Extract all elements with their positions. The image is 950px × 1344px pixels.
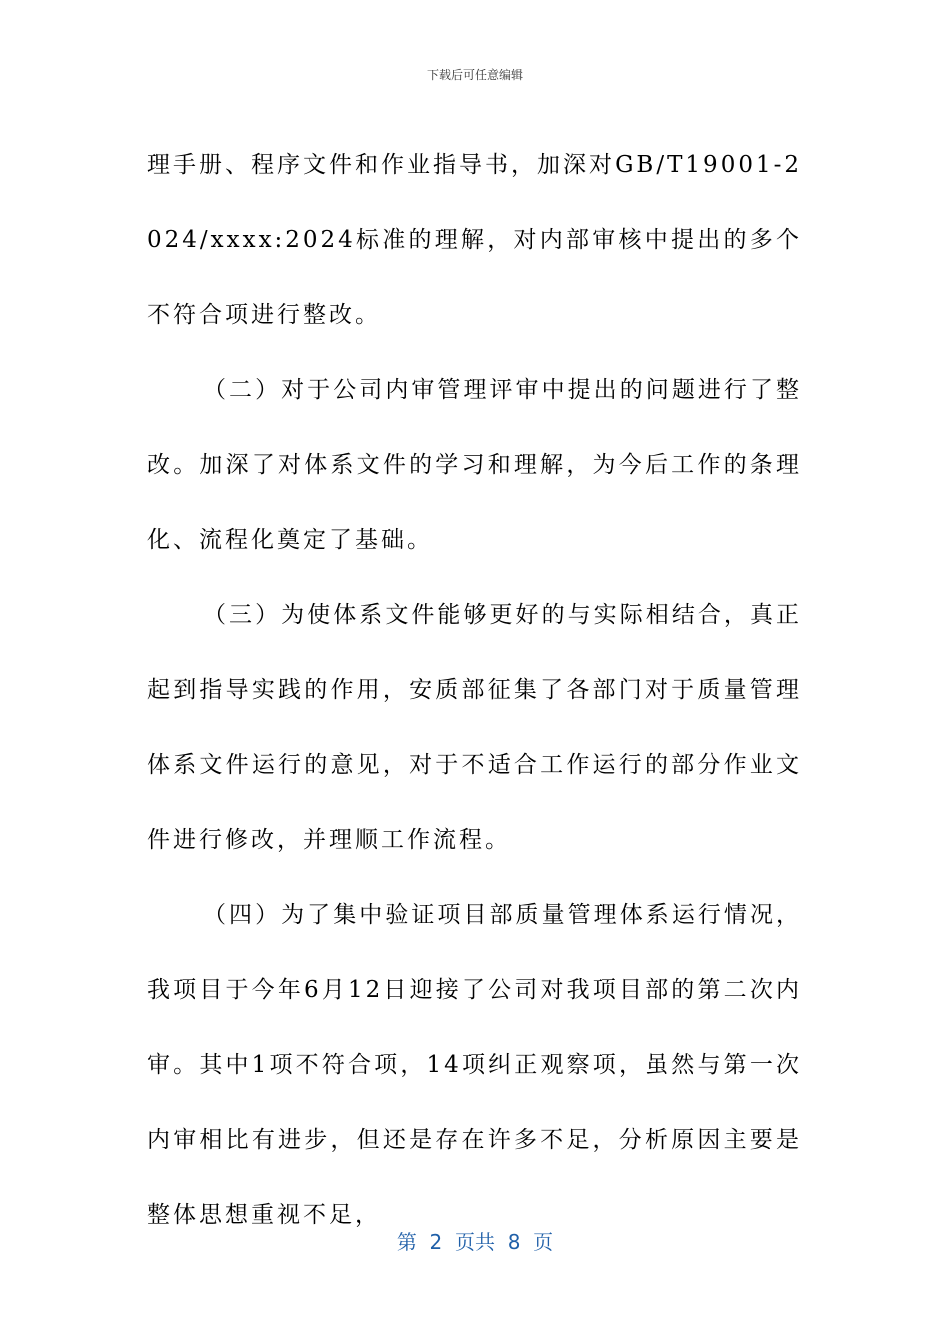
paragraph-continuation: 理手册、程序文件和作业指导书，加深对GB/T19001-2024/xxxx:2024标准的理解，对内部审核中提出的多个不符合项进行整改。 <box>147 152 802 328</box>
paragraph-item-3: （三）为使体系文件能够更好的与实际相结合，真正起到指导实践的作用，安质部征集了各部门对于质量管理体系文件运行的意见，对于不适合工作运行的部分作业文件进行修改，并理顺工作流程。 <box>147 602 802 853</box>
page-header: 下载后可任意编辑 <box>426 68 523 82</box>
paragraph-item-2: （二）对于公司内审管理评审中提出的问题进行了整改。加深了对体系文件的学习和理解，为今后工作的条理化、流程化奠定了基础。 <box>147 377 802 553</box>
page-number-footer: 第 2 页共 8 页 <box>396 1230 554 1254</box>
document-body <box>147 128 802 1253</box>
paragraph-item-4: （四）为了集中验证项目部质量管理体系运行情况，我项目于今年6月12日迎接了公司对我项目部的第二次内审。其中1项不符合项，14项纠正观察项，虽然与第一次内审相比有进步，但还是存在许多不足，分析原因主要是整体思想重视不足， <box>147 902 802 1228</box>
